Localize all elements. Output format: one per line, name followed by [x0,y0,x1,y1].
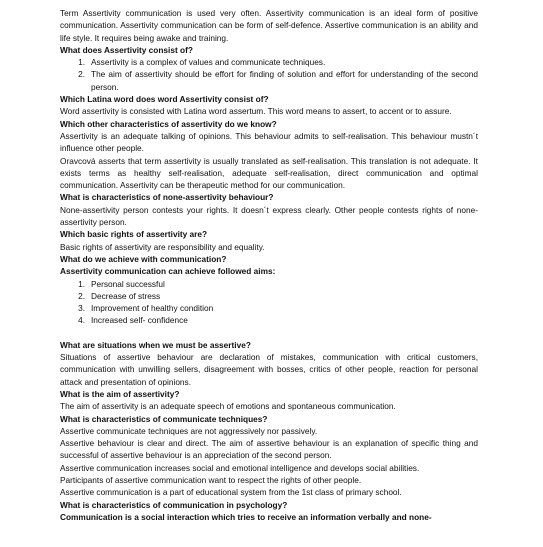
paragraph: Assertivity is an adequate talking of opinions. This behaviour admits to self-realisation. This behaviour mustn´t influence other people. [60,130,478,154]
list-number: 2. [78,69,85,80]
list-item [60,314,478,326]
list-number: 2. [78,290,85,301]
list-text: Personal successful [91,278,165,289]
question-heading: What is characteristics of communication in psychology? [60,499,288,510]
question-heading: What is characteristics of none-assertivity behaviour? [60,192,274,203]
question-heading: Which basic rights of assertivity are? [60,229,208,240]
paragraph: Term Assertivity communication is used very often. Assertivity communication is an ideal form of positive communication. Assertivity communication can be form of self-defence. Assertive communication is an ability and life style. It requires being awake and training. [60,8,478,43]
question-heading: Assertivity communication can achieve followed aims: [60,266,276,277]
list-text: Assertivity is a complex of values and communicate techniques. [91,57,326,68]
question-heading: What is characteristics of communicate techniques? [60,413,268,424]
list-number: 1. [78,57,85,68]
paragraph: Assertive communicate techniques are not aggressively nor passively. [60,425,318,436]
document-body [60,7,478,523]
paragraph: Basic rights of assertivity are responsibility and equality. [60,241,265,252]
list-item [60,68,478,93]
list-item [60,302,478,314]
question-heading: Which Latina word does word Assertivity consist of? [60,94,269,105]
list-item [60,290,478,302]
paragraph: Situations of assertive behaviour are declaration of mistakes, communication with critical customers, communication with unwilling sellers, disagreement with bosses, critics of other people, reaction for personal attack and presentation of opinions. [60,352,478,387]
list-item [60,278,478,290]
question-heading: What do we achieve with communication? [60,253,227,264]
question-heading: What is the aim of assertivity? [60,388,180,399]
question-heading: Which other characteristics of assertivity do we know? [60,118,277,129]
paragraph: Oravcová asserts that term assertivity is usually translated as self-realisation. This translation is not adequate. It exists terms as healthy self-realisation, adequate self-realisation, direct communication and optimal communication. Assertivity can be therapeutic method for our communication. [60,155,478,191]
paragraph: Participants of assertive communication want to respect the rights of other people. [60,474,362,485]
paragraph: The aim of assertivity is an adequate speech of emotions and spontaneous communication. [60,401,396,412]
paragraph: Assertive behaviour is clear and direct. The aim of assertive behaviour is an explanation of specific thing and successful of assertive behaviour is an appreciation of the second person. [60,438,478,461]
blank-line [60,327,478,339]
paragraph: Word assertivity is consisted with Latina word assertum. This word means to assert, to accent or to assure. [60,106,452,117]
list-number: 4. [78,315,85,326]
list-text: The aim of assertivity should be effort for finding of solution and effort for understanding of the second person. [91,69,478,92]
numbered-list [60,278,478,327]
question-heading: Communication is a social interaction which tries to receive an information verbally and none- [60,511,432,522]
list-text: Improvement of healthy condition [91,303,214,314]
paragraph: Assertive communication increases social and emotional intelligence and develops social abilities. [60,462,420,473]
question-heading: What are situations when we must be assertive? [60,339,251,350]
list-text: Decrease of stress [91,290,161,301]
list-number: 1. [78,278,85,289]
list-item [60,56,478,68]
numbered-list [60,56,478,93]
paragraph: None-assertivity person contests your rights. It doesn´t express clearly. Other people contests rights of none-assertivity person. [60,204,478,228]
list-text: Increased self- confidence [91,315,188,326]
question-heading: What does Assertivity consist of? [60,44,193,55]
list-number: 3. [78,303,85,314]
paragraph: Assertive communication is a part of educational system from the 1st class of primary school. [60,487,402,498]
